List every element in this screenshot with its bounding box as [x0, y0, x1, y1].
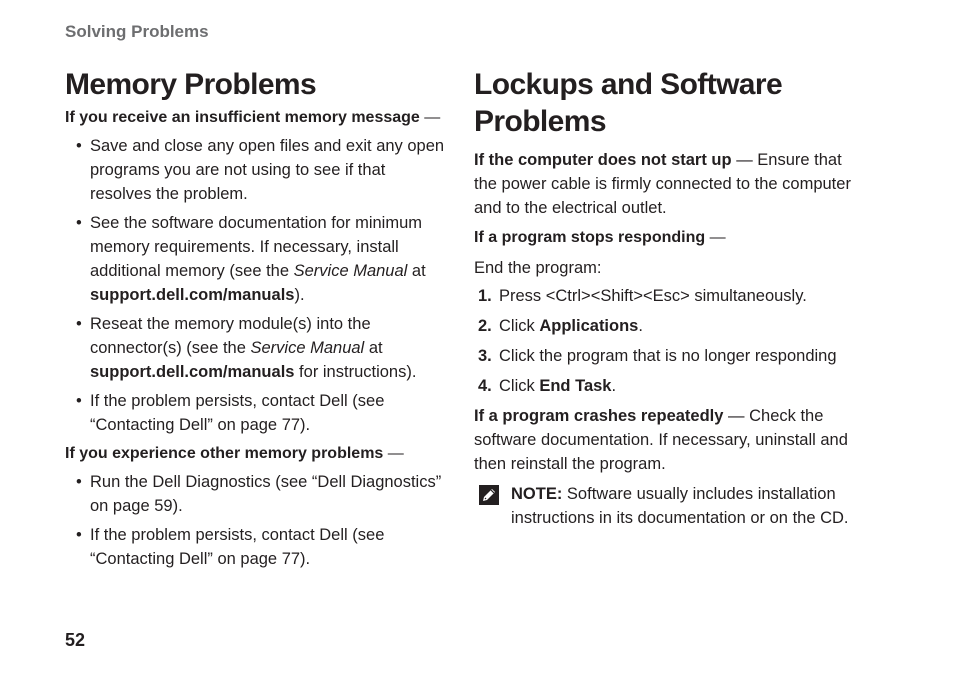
step-text: Press <Ctrl><Shift><Esc> simultaneously. — [499, 287, 807, 305]
lead-bold: If a program stops responding — [474, 229, 706, 246]
list-item — [65, 134, 450, 206]
lead-dash: — — [383, 445, 404, 462]
other-memory-lead — [65, 442, 450, 466]
lead-dash: — — [705, 229, 726, 246]
heading-line: Problems — [474, 105, 606, 138]
bullet-icon: • — [76, 526, 82, 544]
step-text: Click — [499, 377, 540, 395]
right-column — [474, 66, 859, 530]
step-text: Click the program that is no longer responding — [499, 347, 837, 365]
step-text: Click — [499, 317, 540, 335]
step-number: 3. — [478, 347, 492, 365]
lead-dash: — — [419, 109, 441, 126]
manual-title: Service Manual — [250, 339, 365, 357]
other-memory-list — [65, 470, 450, 571]
left-column — [65, 66, 450, 576]
list-item-text: ). — [294, 286, 305, 304]
step-bold: Applications — [539, 317, 639, 335]
note-label: NOTE: — [511, 485, 563, 503]
bullet-icon: • — [76, 214, 82, 232]
paragraph-lead: If the computer does not start up — [474, 151, 732, 169]
bullet-icon: • — [76, 137, 82, 155]
step-bold: End Task — [539, 377, 612, 395]
lead-bold: If you receive an insufficient memory message — [65, 109, 420, 126]
manual-title: Service Manual — [293, 262, 408, 280]
list-item-text: Run the Dell Diagnostics (see “Dell Diagnostics” on page 59). — [90, 473, 442, 515]
paragraph-text: — Ensure that the power cable is firmly connected to the computer and to the electrical outlet. — [474, 151, 851, 217]
pencil-note-icon — [479, 485, 499, 505]
stops-responding-lead — [474, 226, 859, 250]
list-item — [65, 211, 450, 307]
list-item-text: at — [364, 339, 383, 357]
list-item-text: at — [407, 262, 426, 280]
heading-line: Lockups and Software — [474, 68, 783, 101]
note-text: Software usually includes installation instructions in its documentation or on the CD. — [511, 485, 849, 527]
bullet-icon: • — [76, 473, 82, 491]
paragraph-text: — Check the software documentation. If necessary, uninstall and then reinstall the program. — [474, 407, 848, 473]
section-title: Solving Problems — [65, 22, 209, 41]
list-item — [65, 470, 450, 518]
manuals-url: support.dell.com/manuals — [90, 363, 295, 381]
step-text: . — [638, 317, 643, 335]
step-item — [474, 284, 859, 308]
list-item-text: for instructions). — [294, 363, 417, 381]
bullet-icon: • — [76, 392, 82, 410]
pencil-note-icon-svg — [479, 485, 499, 505]
step-number: 4. — [478, 377, 492, 395]
manuals-url: support.dell.com/manuals — [90, 286, 295, 304]
step-item — [474, 314, 859, 338]
insufficient-memory-list — [65, 134, 450, 437]
lead-bold: If you experience other memory problems — [65, 445, 384, 462]
bullet-icon: • — [76, 315, 82, 333]
crashes-paragraph — [474, 404, 859, 476]
step-item — [474, 344, 859, 368]
list-item-text: See the software documentation for minimum memory requirements. If necessary, install additional memory (see the — [90, 214, 422, 280]
list-item — [65, 389, 450, 437]
paragraph-lead: If a program crashes repeatedly — [474, 407, 724, 425]
no-start-paragraph — [474, 148, 859, 220]
note-callout — [474, 482, 859, 530]
list-item-text: If the problem persists, contact Dell (see “Contacting Dell” on page 77). — [90, 392, 385, 434]
step-item — [474, 374, 859, 398]
list-item — [65, 523, 450, 571]
memory-problems-heading: Memory Problems — [65, 68, 317, 101]
list-item-text: Reseat the memory module(s) into the connector(s) (see the — [90, 315, 371, 357]
insufficient-memory-lead — [65, 106, 450, 130]
end-program-steps — [474, 284, 859, 398]
lockups-heading — [474, 66, 859, 140]
end-program-intro: End the program: — [474, 259, 602, 277]
list-item — [65, 312, 450, 384]
step-number: 2. — [478, 317, 492, 335]
list-item-text: If the problem persists, contact Dell (see “Contacting Dell” on page 77). — [90, 526, 385, 568]
step-number: 1. — [478, 287, 492, 305]
step-text: . — [611, 377, 617, 395]
list-item-text: Save and close any open files and exit any open programs you are not using to see if that resolves the problem. — [90, 137, 445, 203]
page-number: 52 — [65, 630, 86, 650]
